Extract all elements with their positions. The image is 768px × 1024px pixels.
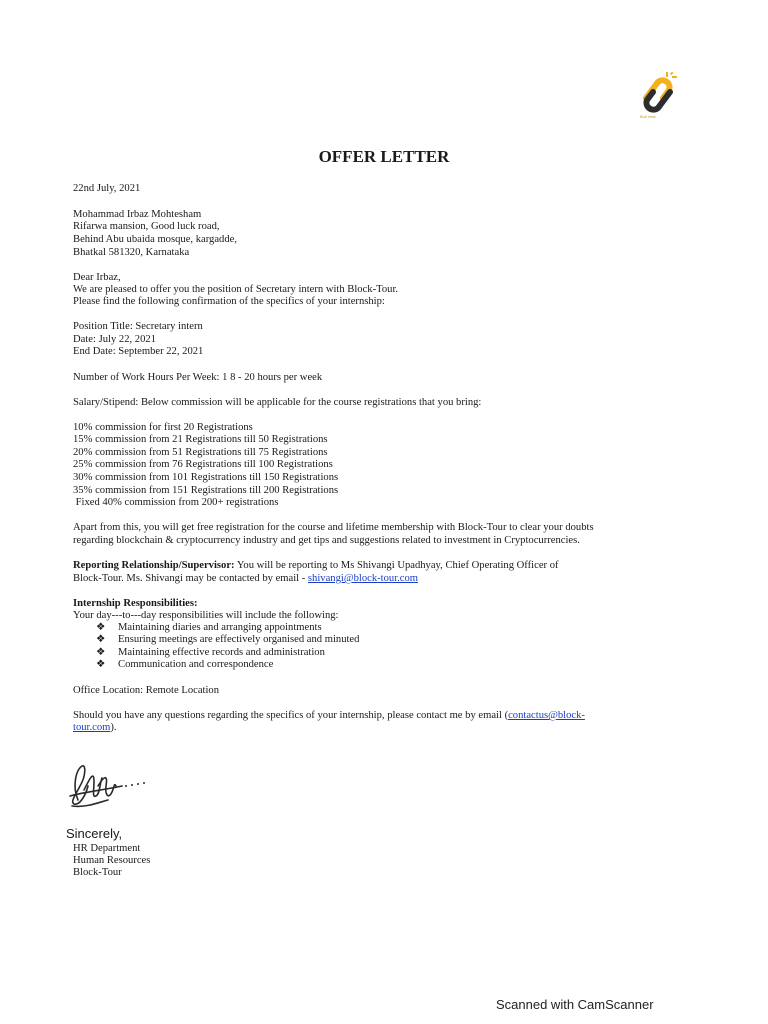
reporting-line [73, 560, 559, 573]
commission-line: 30% commission from 101 Registrations till 150 Registrations [73, 472, 339, 483]
closing-department: HR Department [73, 843, 141, 854]
signature-icon [64, 756, 154, 812]
logo-caption: Bull Vest [640, 114, 656, 119]
recipient-address-line: Behind Abu ubaida mosque, kargadde, [73, 234, 237, 245]
contact-email-link[interactable]: contactus@block- [508, 710, 585, 721]
responsibilities-intro: Your day---to---day responsibilities will include the following: [73, 610, 339, 621]
commission-line: Fixed 40% commission from 200+ registrations [73, 497, 279, 508]
reporting-label: Reporting Relationship/Supervisor: [73, 560, 235, 571]
bullet-icon: ❖ [96, 647, 106, 658]
recipient-address-line: Rifarwa mansion, Good luck road, [73, 221, 220, 232]
letter-date: 22nd July, 2021 [73, 183, 141, 194]
questions-text: Should you have any questions regarding the specifics of your internship, please contact me by email (contactus@block- [73, 710, 585, 721]
reporting-line [73, 573, 418, 586]
list-item: ❖ Maintaining diaries and arranging appointments [96, 622, 322, 633]
list-item: ❖ Communication and correspondence [96, 659, 274, 670]
greeting: Dear Irbaz, [73, 272, 121, 283]
questions-text: tour.com). [73, 722, 117, 733]
contact-email-link[interactable]: tour.com [73, 722, 111, 733]
commission-line: 15% commission from 21 Registrations till 50 Registrations [73, 434, 328, 445]
closing-sincerely: Sincerely, [66, 826, 123, 841]
commission-line: 10% commission for first 20 Registrations [73, 422, 253, 433]
recipient-name: Mohammad Irbaz Mohtesham [73, 209, 202, 220]
recipient-address-line: Bhatkal 581320, Karnataka [73, 247, 190, 258]
closing-hr: Human Resources [73, 855, 151, 866]
bullet-icon: ❖ [96, 622, 106, 633]
commission-line: 25% commission from 76 Registrations till 100 Registrations [73, 459, 333, 470]
office-location: Office Location: Remote Location [73, 685, 220, 696]
start-date: Date: July 22, 2021 [73, 334, 156, 345]
commission-line: 20% commission from 51 Registrations till 75 Registrations [73, 447, 328, 458]
page-title: OFFER LETTER [318, 147, 450, 166]
supervisor-email-link[interactable]: shivangi@block-tour.com [307, 573, 419, 584]
commission-line: 35% commission from 151 Registrations till 200 Registrations [73, 485, 339, 496]
reporting-text: You will be reporting to Ms Shivangi Upadhyay, Chief Operating Officer of [234, 560, 559, 571]
list-item: ❖ Ensuring meetings are effectively organised and minuted [96, 634, 360, 645]
intro-text: We are pleased to offer you the position of Secretary intern with Block-Tour. [73, 284, 399, 295]
salary-text: Salary/Stipend: Below commission will be applicable for the course registrations that you bring: [73, 397, 482, 408]
list-item: ❖ Maintaining effective records and administration [96, 647, 325, 658]
intro-text: Please find the following confirmation of the specifics of your internship: [73, 296, 385, 307]
scanner-watermark: Scanned with CamScanner [496, 997, 654, 1012]
benefits-text: regarding blockchain & cryptocurrency industry and get tips and suggestions related to investment in Cryptocurrencies. [73, 535, 580, 546]
position-title: Position Title: Secretary intern [73, 321, 203, 332]
closing-company: Block-Tour [73, 867, 122, 878]
benefits-text: Apart from this, you will get free registration for the course and lifetime membership with Block-Tour to clear your doubts [73, 522, 594, 533]
responsibilities-heading: Internship Responsibilities: [73, 598, 198, 609]
bullet-icon: ❖ [96, 659, 106, 670]
bullet-icon: ❖ [96, 634, 106, 645]
end-date: End Date: September 22, 2021 [73, 346, 204, 357]
work-hours: Number of Work Hours Per Week: 1 8 - 20 hours per week [73, 372, 323, 383]
reporting-text: Block-Tour. Ms. Shivangi may be contacted by email - [73, 573, 308, 584]
